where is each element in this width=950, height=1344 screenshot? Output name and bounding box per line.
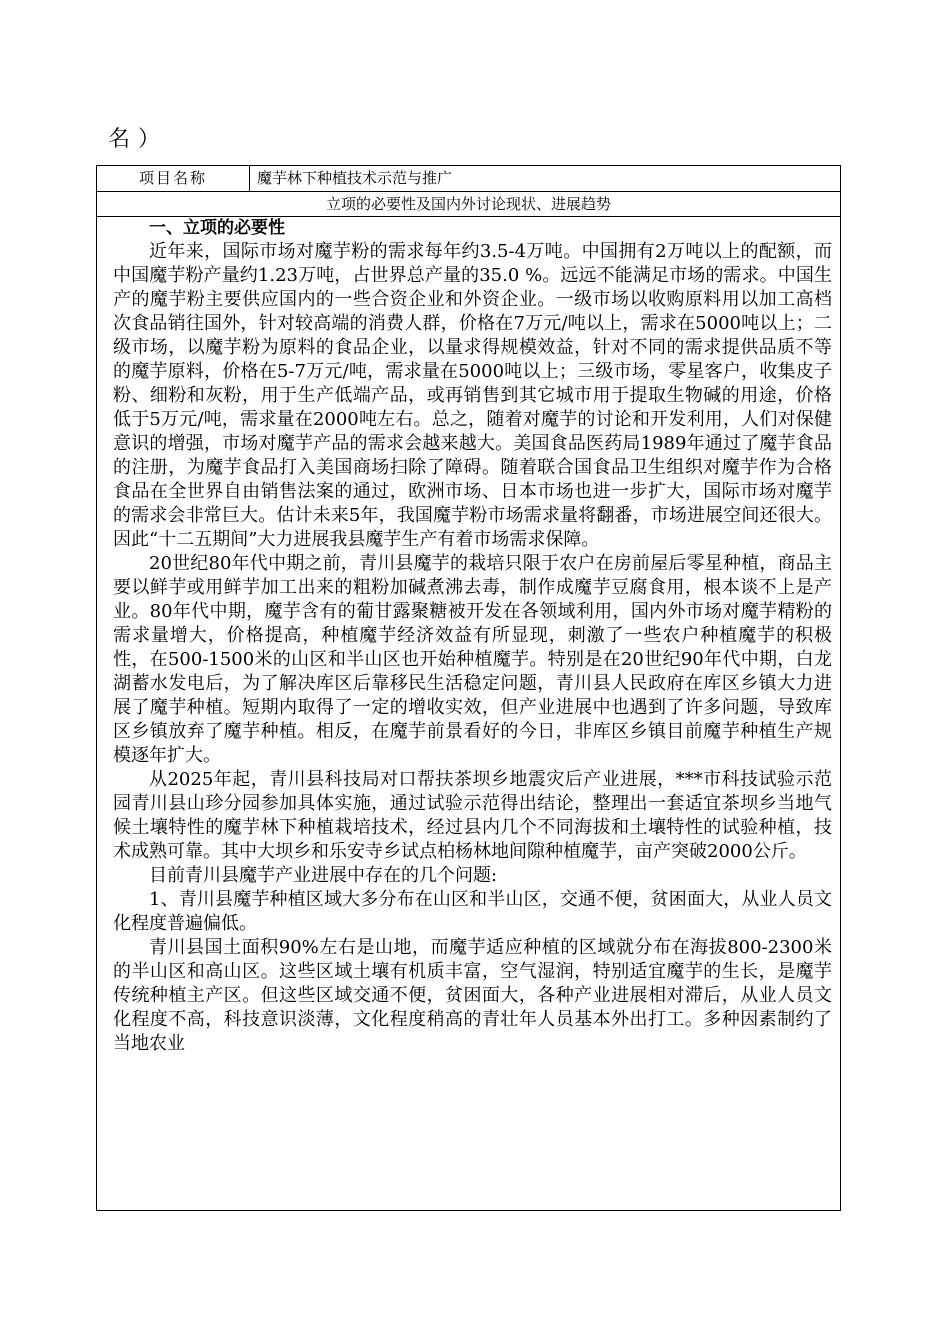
project-name-value: 魔芋林下种植技术示范与推广 <box>257 169 453 187</box>
section-heading: 一、立项的必要性 <box>149 218 285 238</box>
form-table <box>96 165 841 1211</box>
project-name-label: 项目名称 <box>97 166 250 191</box>
paragraph: 青川县国土面积90%左右是山地，而魔芋适应种植的区域就分布在海拔800-2300米的半山区和高山区。这些区域土壤有机质丰富，空气湿润，特别适宜魔芋的生长，是魔芋传统种植主产区。但这些区域交通不便，贫困面大，各种产业进展相对滞后，从业人员文化程度不高，科技意识淡薄，文化程度稍高的青壮年人员基本外出打工。多种因素制约了当地农业 <box>113 937 832 1054</box>
paragraph: 目前青川县魔芋产业进展中存在的几个问题: <box>149 865 498 886</box>
section-title: 立项的必要性及国内外讨论现状、进展趋势 <box>97 192 840 217</box>
heading-fragment: 名） <box>108 127 169 152</box>
paragraph: 1、青川县魔芋种植区域大多分布在山区和半山区，交通不便，贫困面大，从业人员文化程度普遍偏低。 <box>113 889 832 934</box>
paragraph: 从2025年起，青川县科技局对口帮扶茶坝乡地震灾后产业进展，***市科技试验示范园青川县山珍分园参加具体实施，通过试验示范得出结论，整理出一套适宜茶坝乡当地气候土壤特性的魔芋林下种植栽培技术，经过县内几个不同海拔和土壤特性的试验种植，技术成熟可靠。其中大坝乡和乐安寺乡试点柏杨林地间隙种植魔芋，亩产突破2000公斤。 <box>113 769 832 862</box>
content-area <box>113 216 832 1056</box>
project-name-row <box>97 166 840 192</box>
paragraph: 20世纪80年代中期之前，青川县魔芋的栽培只限于农户在房前屋后零星种植，商品主要以鲜芋或用鲜芋加工出来的粗粉加碱煮沸去毒，制作成魔芋豆腐食用，根本谈不上是产业。80年代中期，魔芋含有的葡甘露聚糖被开发在各领域利用，国内外市场对魔芋精粉的需求量增大，价格提高，种植魔芋经济效益有所显现，刺激了一些农户种植魔芋的积极性，在500-1500米的山区和半山区也开始种植魔芋。特别是在20世纪90年代中期，白龙湖蓄水发电后，为了解决库区后靠移民生活稳定问题，青川县人民政府在库区乡镇大力进展了魔芋种植。短期内取得了一定的增收实效，但产业进展中也遇到了许多问题，导致库区乡镇放弃了魔芋种植。相反，在魔芋前景看好的今日，非库区乡镇目前魔芋种植生产规模逐年扩大。 <box>113 553 832 766</box>
paragraph: 近年来，国际市场对魔芋粉的需求每年约3.5-4万吨。中国拥有2万吨以上的配额，而中国魔芋粉产量约1.23万吨，占世界总产量的35.0 %。远远不能满足市场的需求。中国生产的魔芋粉主要供应国内的一些合资企业和外资企业。一级市场以收购原料用以加工高档次食品销往国外，针对较高端的消费人群，价格在7万元/吨以上，需求在5000吨以上；二级市场，以魔芋粉为原料的食品企业，以量求得规模效益，针对不同的需求提供品质不等的魔芋原料，价格在5-7万元/吨，需求量在5000吨以上；三级市场，零星客户，收集皮子粉、细粉和灰粉，用于生产低端产品，或再销售到其它城市用于提取生物碱的用途，价格低于5万元/吨，需求量在2000吨左右。总之，随着对魔芋的讨论和开发利用，人们对保健意识的增强，市场对魔芋产品的需求会越来越大。美国食品医药局1989年通过了魔芋食品的注册，为魔芋食品打入美国商场扫除了障碍。随着联合国食品卫生组织对魔芋作为合格食品在全世界自由销售法案的通过，欧洲市场、日本市场也进一步扩大，国际市场对魔芋的需求会非常巨大。估计未来5年，我国魔芋粉市场需求量将翻番，市场进展空间还很大。因此“十二五期间”大力进展我县魔芋生产有着市场需求保障。 <box>113 241 832 550</box>
